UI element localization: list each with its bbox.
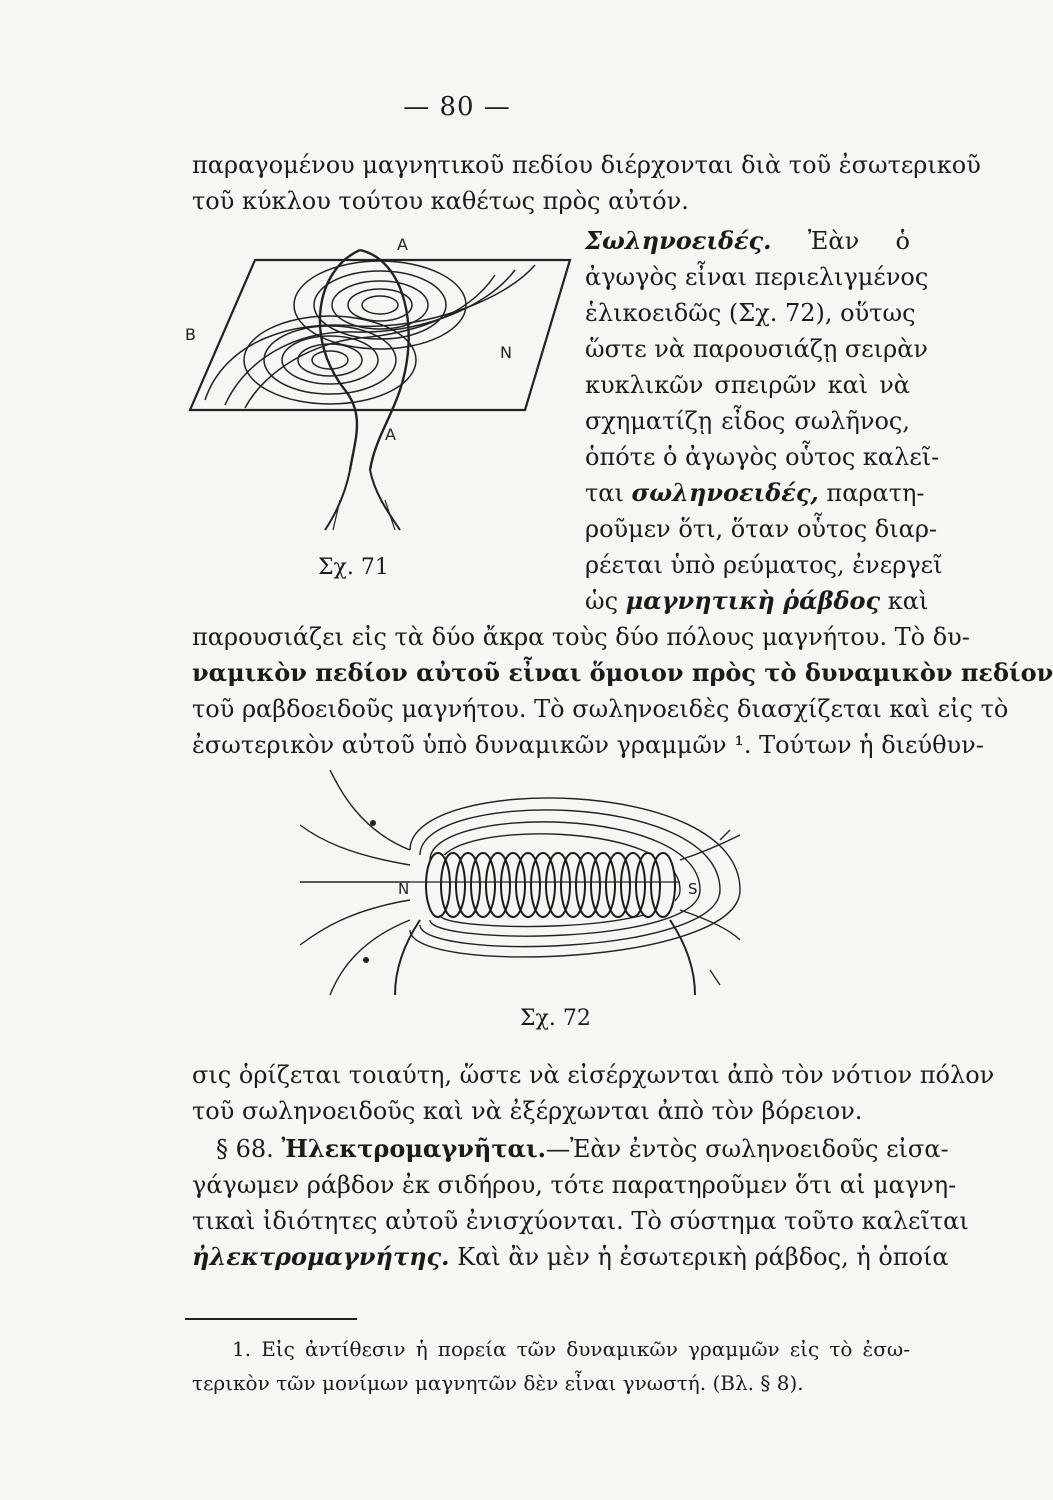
page-number: — 80 — bbox=[403, 92, 511, 122]
body-line: ναμικὸν πεδίον αὐτοῦ εἶναι ὅμοιον πρὸς τὸ δυναμικὸν πεδίον bbox=[192, 658, 1053, 687]
section-heading-solenoid: Σωληνοειδές. bbox=[585, 226, 772, 255]
figure-71-caption: Σχ. 71 bbox=[318, 555, 389, 580]
body-line bbox=[192, 1242, 949, 1272]
right-col-line: ρέεται ὑπὸ ρεύματος, ἐνεργεῖ bbox=[585, 551, 943, 579]
body-line: σις ὁρίζεται τοιαύτη, ὥστε νὰ εἰσέρχωνται ἀπὸ τὸν νότιον πόλον bbox=[192, 1061, 995, 1089]
text-fragment: —Ἐὰν ἐντὸς σωληνοειδοῦς εἰσα- bbox=[545, 1135, 949, 1163]
body-line: τοῦ ραβδοειδοῦς μαγνήτου. Τὸ σωληνοειδὲς διασχίζεται καὶ εἰς τὸ bbox=[192, 695, 1009, 723]
text-fragment: ται bbox=[585, 479, 632, 507]
text-fragment: καὶ bbox=[880, 587, 929, 615]
text-fragment: Ἐὰν ὁ bbox=[771, 227, 910, 255]
figure-label-N: N bbox=[398, 880, 410, 898]
text-fragment: ὡς bbox=[585, 587, 626, 615]
body-line: τοῦ σωληνοειδοῦς καὶ νὰ ἐξέρχωνται ἀπὸ τὸν βόρειον. bbox=[192, 1097, 863, 1125]
right-col-line bbox=[585, 226, 910, 256]
body-line: γάγωμεν ράβδον ἐκ σιδήρου, τότε παρατηροῦμεν ὅτι αἱ μαγνη- bbox=[192, 1171, 957, 1199]
right-col-line: ροῦμεν ὅτι, ὅταν οὗτος διαρ- bbox=[585, 515, 938, 543]
section-68-first-line bbox=[192, 1134, 949, 1164]
right-col-line: ὁπότε ὁ ἀγωγὸς οὗτος καλεῖ- bbox=[585, 443, 940, 471]
figure-label-S: S bbox=[688, 880, 698, 898]
figure-label-A-bottom: A bbox=[385, 425, 396, 444]
body-line: τικαὶ ἰδιότητες αὐτοῦ ἐνισχύονται. Τὸ σύστημα τοῦτο καλεῖται bbox=[192, 1207, 969, 1235]
body-line: ἐσωτερικὸν αὐτοῦ ὑπὸ δυναμικῶν γραμμῶν ¹. Τούτων ἡ διεύθυν- bbox=[192, 731, 984, 759]
text-fragment: Καὶ ἂν μὲν ἡ ἐσωτερικὴ ράβδος, ἡ ὁποία bbox=[449, 1243, 949, 1271]
body-line: παρουσιάζει εἰς τὰ δύο ἄκρα τοὺς δύο πόλους μαγνήτου. Τὸ δυ- bbox=[192, 623, 970, 651]
text-fragment: παρατη- bbox=[818, 479, 925, 507]
right-col-line: κυκλικῶν σπειρῶν καὶ νὰ bbox=[585, 371, 910, 399]
footnote-line: 1. Εἰς ἀντίθεσιν ἡ πορεία τῶν δυναμικῶν γραμμῶν εἰς τὸ ἐσω- bbox=[232, 1337, 910, 1361]
figure-label-B: B bbox=[185, 325, 196, 344]
figure-71-circular-conductor-field bbox=[185, 230, 580, 560]
right-col-line: ὥστε νὰ παρουσιάζῃ σειρὰν bbox=[585, 335, 928, 363]
section-number: § 68. bbox=[216, 1135, 274, 1163]
term-magnetic-rod: μαγνητικὴ ῥάβδος bbox=[625, 586, 881, 615]
right-col-line: ἑλικοειδῶς (Σχ. 72), οὕτως bbox=[585, 299, 916, 327]
figure-label-N: N bbox=[500, 343, 512, 362]
footnote-line: τερικὸν τῶν μονίμων μαγνητῶν δὲν εἶναι γνωστή. (Βλ. § 8). bbox=[192, 1371, 804, 1395]
footnote-rule bbox=[185, 1318, 357, 1320]
right-col-line: ἀγωγὸς εἶναι περιελιγμένος bbox=[585, 263, 929, 291]
figure-72-caption: Σχ. 72 bbox=[520, 1006, 591, 1031]
figure-72-solenoid-field-lines bbox=[300, 770, 740, 1000]
term-electromagnet: ἠλεκτρομαγνήτης. bbox=[192, 1242, 450, 1271]
right-col-line bbox=[585, 586, 929, 616]
right-col-line: σχηματίζῃ εἶδος σωλῆνος, bbox=[585, 407, 910, 435]
section-title: Ἠλεκτρομαγνῆται. bbox=[281, 1134, 546, 1163]
term-solenoid: σωληνοειδές, bbox=[631, 478, 819, 507]
figure-label-A-top: A bbox=[397, 235, 408, 254]
right-col-line bbox=[585, 478, 925, 508]
body-line: παραγομένου μαγνητικοῦ πεδίου διέρχονται διὰ τοῦ ἐσωτερικοῦ bbox=[192, 151, 981, 179]
body-line: τοῦ κύκλου τούτου καθέτως πρὸς αὐτόν. bbox=[192, 187, 689, 215]
